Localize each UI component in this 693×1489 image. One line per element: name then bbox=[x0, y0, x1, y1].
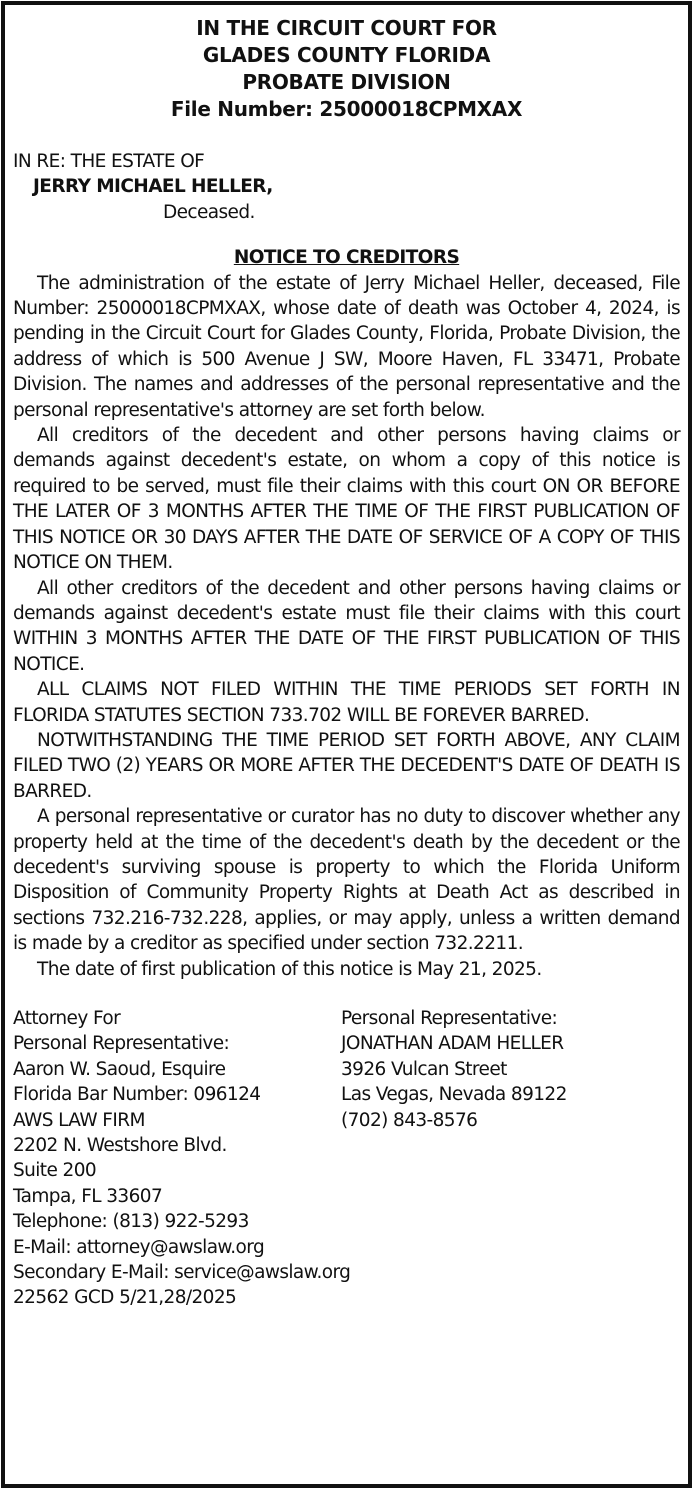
paragraph-community-property: A personal representative or curator has no duty to discover whether any property held at the time of the decedent's death by the decedent or the decedent's surviving spouse is property to which the Florida Uniform Disposition of Community Property Rights at Death Act as described in sections 732.216-732.228, applies, or may apply, unless a written demand is made by a creditor as specified under section 732.2211. bbox=[13, 806, 680, 955]
attorney-phone: Telephone: (813) 922-5293 bbox=[13, 1211, 249, 1233]
court-name-line: IN THE CIRCUIT COURT FOR bbox=[196, 16, 497, 40]
attorney-block bbox=[13, 1006, 341, 1133]
estate-caption bbox=[13, 149, 680, 225]
in-re-line: IN RE: THE ESTATE OF bbox=[13, 151, 205, 172]
attorney-email: E-Mail: attorney@awslaw.org bbox=[13, 1236, 265, 1258]
paragraph-notwithstanding: NOTWITHSTANDING THE TIME PERIOD SET FORTH ABOVE, ANY CLAIM FILED TWO (2) YEARS OR MORE AFTER THE DECEDENT'S DATE OF DEATH IS BARRED. bbox=[13, 729, 680, 802]
attorney-secondary-email: Secondary E-Mail: service@awslaw.org bbox=[13, 1262, 351, 1284]
county-line: GLADES COUNTY FLORIDA bbox=[202, 43, 491, 67]
attorney-firm: AWS LAW FIRM bbox=[13, 1109, 145, 1131]
paragraph-creditors: All creditors of the decedent and other persons having claims or demands against decedent's estate, on whom a copy of this notice is required to be served, must file their claims with this court ON OR BEFORE THE LATER OF 3 MONTHS AFTER THE TIME OF THE FIRST PUBLICATION OF THIS NOTICE OR 30 DAYS AFTER THE DATE OF SERVICE OF A COPY OF THIS NOTICE ON THEM. bbox=[13, 425, 680, 574]
representative-street: 3926 Vulcan Street bbox=[341, 1058, 507, 1080]
legal-notice bbox=[1, 1, 692, 1488]
notice-title: NOTICE TO CREDITORS bbox=[233, 247, 460, 269]
attorney-bar-number: Florida Bar Number: 096124 bbox=[13, 1084, 261, 1106]
paragraph-claims-barred: ALL CLAIMS NOT FILED WITHIN THE TIME PERIODS SET FORTH IN FLORIDA STATUTES SECTION 733.702 WILL BE FOREVER BARRED. bbox=[13, 679, 680, 726]
representative-phone: (702) 843-8576 bbox=[341, 1109, 478, 1131]
attorney-name: Aaron W. Saoud, Esquire bbox=[13, 1058, 226, 1080]
court-header bbox=[13, 15, 680, 123]
publication-reference: 22562 GCD 5/21,28/2025 bbox=[13, 1287, 237, 1309]
decedent-name: JERRY MICHAEL HELLER, bbox=[33, 176, 273, 198]
contacts-section bbox=[13, 1006, 680, 1133]
representative-label: Personal Representative: bbox=[341, 1008, 558, 1029]
division-line: PROBATE DIVISION bbox=[242, 70, 451, 94]
notice-body bbox=[13, 271, 680, 982]
file-number: File Number: 25000018CPMXAX bbox=[170, 97, 523, 121]
representative-block bbox=[341, 1006, 680, 1133]
paragraph-publication-date: The date of first publication of this notice is May 21, 2025. bbox=[37, 958, 542, 980]
paragraph-other-creditors: All other creditors of the decedent and other persons having claims or demands against decedent's estate must file their claims with this court WITHIN 3 MONTHS AFTER THE DATE OF THE FIRST PUBLICATION OF THIS NOTICE. bbox=[13, 577, 680, 675]
attorney-city: Tampa, FL 33607 bbox=[13, 1185, 163, 1207]
paragraph-administration: The administration of the estate of Jerry Michael Heller, deceased, File Number: 25000018CPMXAX, whose date of death was October 4, 2024, is pending in the Circuit Court for Glades County, Florida, Probate Division, the address of which is 500 Avenue J SW, Moore Haven, FL 33471, Probate Division. The names and addresses of the personal representative and the personal representative's attorney are set forth below. bbox=[13, 272, 680, 421]
attorney-suite: Suite 200 bbox=[13, 1160, 97, 1182]
attorney-label-role: Personal Representative: bbox=[13, 1033, 230, 1055]
attorney-street: 2202 N. Westshore Blvd. bbox=[13, 1135, 227, 1157]
representative-name: JONATHAN ADAM HELLER bbox=[341, 1033, 564, 1055]
representative-city: Las Vegas, Nevada 89122 bbox=[341, 1084, 567, 1106]
attorney-label: Attorney For bbox=[13, 1008, 121, 1029]
attorney-address-block bbox=[13, 1133, 680, 1311]
deceased-label: Deceased. bbox=[163, 201, 255, 223]
